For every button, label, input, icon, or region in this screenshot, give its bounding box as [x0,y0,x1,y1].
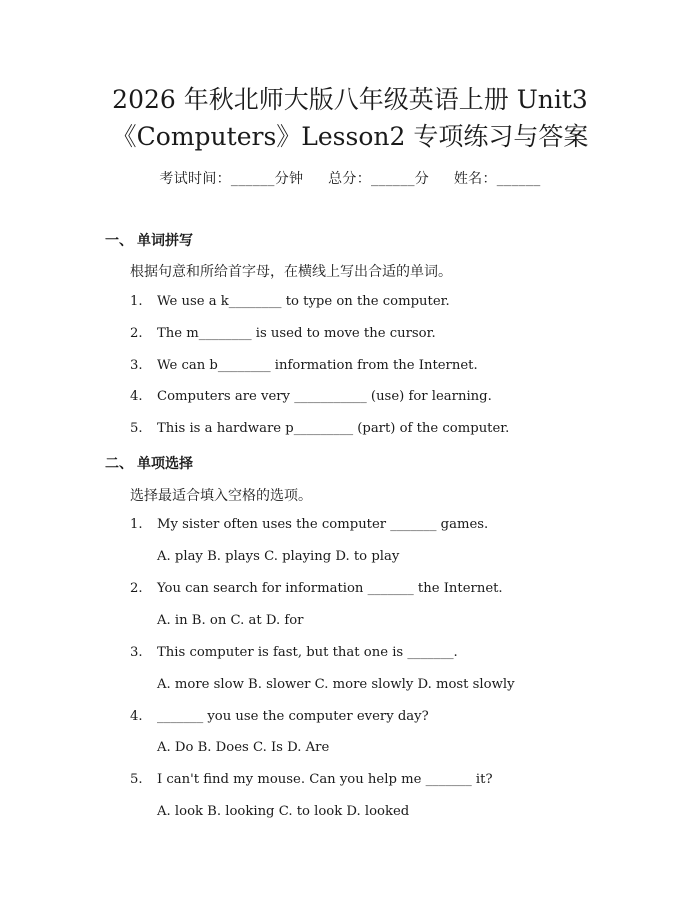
question-item [130,645,458,660]
question-options: A. Do B. Does C. Is D. Are [157,740,330,755]
question-text: You can search for information _______ the Internet. [157,581,503,596]
question-options: A. in B. on C. at D. for [157,613,304,628]
question-item [130,358,478,373]
section-2-number: 二、 [105,456,133,472]
question-item [130,772,493,787]
question-text: My sister often uses the computer _______ games. [157,517,489,532]
question-text: This computer is fast, but that one is _______. [157,645,458,660]
question-text: Computers are very ___________ (use) for learning. [157,389,492,404]
question-options: A. more slow B. slower C. more slowly D. most slowly [157,677,515,692]
question-text: This is a hardware p_________ (part) of the computer. [157,421,510,436]
total-score-field: 总分：______分 [328,171,430,187]
question-options: A. look B. looking C. to look D. looked [157,804,410,819]
document-title-line-2: 《Computers》Lesson2 专项练习与答案 [111,122,589,151]
section-1-title: 单词拼写 [137,233,193,249]
question-number: 4. [130,389,143,404]
question-item [130,517,488,532]
question-options: A. play B. plays C. playing D. to play [157,549,400,564]
question-item [130,389,492,404]
section-2-instruction: 选择最适合填入空格的选项。 [130,488,312,504]
name-field: 姓名：______ [453,171,541,187]
question-text: _______ you use the computer every day? [157,709,429,724]
question-text: We can b________ information from the Internet. [157,358,478,373]
question-number: 1. [130,517,143,532]
question-number: 5. [130,772,143,787]
question-text: The m________ is used to move the cursor. [157,326,436,341]
exam-time-field: 考试时间：______分钟 [159,171,304,187]
section-1-instruction: 根据句意和所给首字母，在横线上写出合适的单词。 [130,264,452,280]
question-number: 5. [130,421,143,436]
question-number: 3. [130,358,143,373]
question-number: 3. [130,645,143,660]
question-number: 1. [130,294,143,309]
section-1-heading [105,230,193,250]
section-2-heading [105,453,193,473]
section-2-title: 单项选择 [137,456,193,472]
question-text: I can't find my mouse. Can you help me _______ it? [157,772,493,787]
question-item [130,709,429,724]
exam-meta [0,168,700,188]
question-item [130,581,503,596]
question-item [130,294,450,309]
section-1-number: 一、 [105,233,133,249]
question-item [130,421,509,436]
question-number: 4. [130,709,143,724]
question-item [130,326,436,341]
question-text: We use a k________ to type on the computer. [157,294,450,309]
question-number: 2. [130,581,143,596]
question-number: 2. [130,326,143,341]
document-title-line-1: 2026 年秋北师大版八年级英语上册 Unit3 [112,85,588,114]
